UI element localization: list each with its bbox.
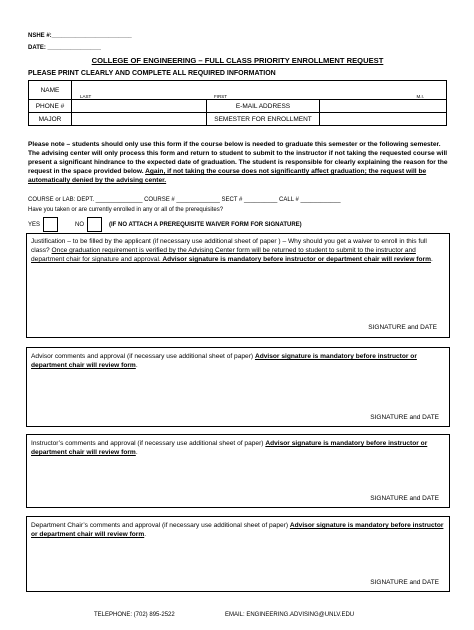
email-field[interactable] (320, 100, 447, 113)
email-label: E-MAIL ADDRESS (207, 100, 320, 113)
prereq-answer-row (28, 217, 302, 232)
justification-text: Justification – to be filled by the applicant (if necessary use additional sheet of paper ) – Why should you get a waiver to enroll in this full class? Once graduation requirement is verified by the Advising Center form will be returned to student to submit to the instructor and department chair for signature and approval. Advisor signature is mandatory before instructor or department chair will review form. (31, 238, 433, 263)
semester-field[interactable] (320, 113, 447, 126)
first-name-caption: FIRST (214, 94, 227, 99)
major-label: MAJOR (29, 113, 72, 126)
advisor-box[interactable] (26, 347, 450, 427)
course-line[interactable]: COURSE or LAB: DEPT. ______________ COURSE # _____________ SECT # __________ CALL # ____________ (28, 197, 341, 203)
footer-telephone: TELEPHONE: (702) 895-2522 (94, 612, 175, 618)
chair-signature-label: SIGNATURE and DATE (370, 579, 439, 586)
semester-label: SEMESTER FOR ENROLLMENT (207, 113, 320, 126)
name-field[interactable] (72, 81, 447, 100)
phone-field[interactable] (72, 100, 207, 113)
middle-initial-caption: M.I. (416, 94, 424, 99)
justification-signature-label: SIGNATURE and DATE (368, 324, 437, 331)
justification-box[interactable] (26, 233, 450, 338)
no-label: NO (75, 221, 85, 228)
name-label: NAME (29, 81, 72, 100)
advisor-text: Advisor comments and approval (if necessary use additional sheet of paper) Advisor signature is mandatory before instructor or department chair will review form. (31, 353, 417, 369)
form-title: COLLEGE OF ENGINEERING – FULL CLASS PRIORITY ENROLLMENT REQUEST (91, 56, 384, 65)
chair-box[interactable] (26, 516, 450, 592)
last-name-caption: LAST (80, 94, 92, 99)
yes-label: YES (28, 221, 41, 228)
instructor-signature-label: SIGNATURE and DATE (370, 495, 439, 502)
prereq-question: Have you taken or are currently enrolled in any or all of the prerequisites? (28, 207, 224, 213)
footer-email: EMAIL: ENGINEERING.ADVISING@UNLV.EDU (225, 612, 355, 618)
instructions-note: Please note – students should only use this form if the course below is needed to graduate this semester or the following semester. The advising center will only process this form and return to student to submit to the instructor if not taking the requested course will present a significant hindrance to the expected date of graduation. The student is responsible for clearly explaining the reason for the request in the space provided below. Again, if not taking the course does not significantly affect graduation; the request will be automatically denied by the advising center. (28, 141, 448, 184)
no-checkbox[interactable] (87, 217, 102, 232)
student-info-table (28, 80, 447, 126)
instructor-box[interactable] (26, 434, 450, 508)
chair-text: Department Chair’s comments and approval (if necessary use additional sheet of paper) Advisor signature is mandatory before instructor or department chair will review form. (31, 522, 444, 538)
form-subtitle: PLEASE PRINT CLEARLY AND COMPLETE ALL REQUIRED INFORMATION (28, 70, 276, 77)
date-field[interactable]: DATE: ________________ (28, 45, 101, 51)
prereq-waiver-note: (IF NO ATTACH A PREREQUISITE WAIVER FORM FOR SIGNATURE) (109, 221, 302, 228)
major-field[interactable] (72, 113, 207, 126)
nshe-field[interactable]: NSHE #:________________________ (28, 33, 132, 39)
yes-checkbox[interactable] (43, 217, 58, 232)
phone-label: PHONE # (29, 100, 72, 113)
instructor-text: Instructor’s comments and approval (if necessary use additional sheet of paper) Advisor signature is mandatory before instructor or department chair will review form. (31, 440, 428, 456)
advisor-signature-label: SIGNATURE and DATE (370, 414, 439, 421)
